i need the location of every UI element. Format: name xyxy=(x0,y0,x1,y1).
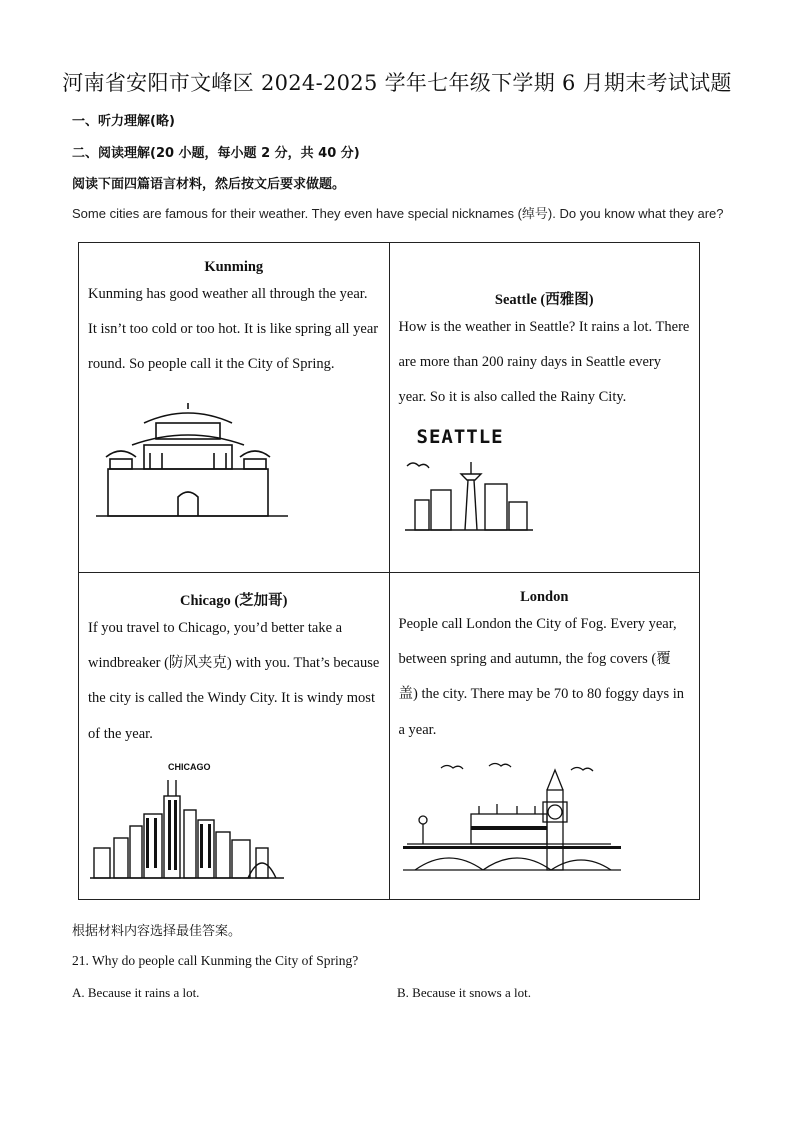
cell-london xyxy=(389,573,700,900)
kunming-gate-illustration xyxy=(88,397,318,522)
city-text-london: People call London the City of Fog. Every year, between spring and autumn, the fog covers (覆盖) the city. There may be 70 to 80 foggy days in a year. xyxy=(398,616,685,738)
cell-chicago xyxy=(79,573,390,900)
london-skyline-illustration xyxy=(401,762,626,880)
question-21-stem: 21. Why do people call Kunming the City of Spring? xyxy=(72,953,359,968)
city-heading-chicago: Chicago (芝加哥) xyxy=(179,593,288,609)
seattle-skyline-illustration xyxy=(401,452,541,532)
option-b[interactable]: B. Because it snows a lot. xyxy=(397,985,531,1000)
section-listening: 一、听力理解(略) xyxy=(72,114,175,129)
cell-kunming xyxy=(79,243,390,573)
seattle-sign: SEATTLE xyxy=(416,425,504,448)
chicago-skyline-illustration xyxy=(88,774,288,879)
section-instruction: 阅读下面四篇语言材料，然后按文后要求做题。 xyxy=(72,177,346,192)
page-title: 河南省安阳市文峰区 2024-2025 学年七年级下学期 6 月期末考试试题 xyxy=(62,71,732,95)
intro-text: Some cities are famous for their weather. They even have special nicknames (绰号). Do you know what they are? xyxy=(72,206,724,221)
city-text-kunming: Kunming has good weather all through the year. It isn’t too cold or too hot. It is like spring all year round. So people call it the City of Spring. xyxy=(88,286,379,373)
city-text-seattle: How is the weather in Seattle? It rains a lot. There are more than 200 rainy days in Seattle every year. So it is also called the Rainy City. xyxy=(398,319,690,406)
option-a[interactable]: A. Because it rains a lot. xyxy=(72,985,200,1000)
cell-seattle xyxy=(389,243,700,573)
city-table xyxy=(78,242,700,900)
city-text-chicago: If you travel to Chicago, you’d better take a windbreaker (防风夹克) with you. That’s because the city is called the Windy City. It is windy most of the year. xyxy=(88,620,380,742)
city-heading-kunming: Kunming xyxy=(204,259,264,275)
section-reading: 二、阅读理解(20 小题，每小题 2 分，共 40 分) xyxy=(72,146,360,161)
city-heading-london: London xyxy=(520,589,569,605)
choose-instruction: 根据材料内容选择最佳答案。 xyxy=(72,924,242,939)
city-heading-seattle: Seattle (西雅图) xyxy=(494,292,594,308)
chicago-sign: CHICAGO xyxy=(168,761,211,772)
